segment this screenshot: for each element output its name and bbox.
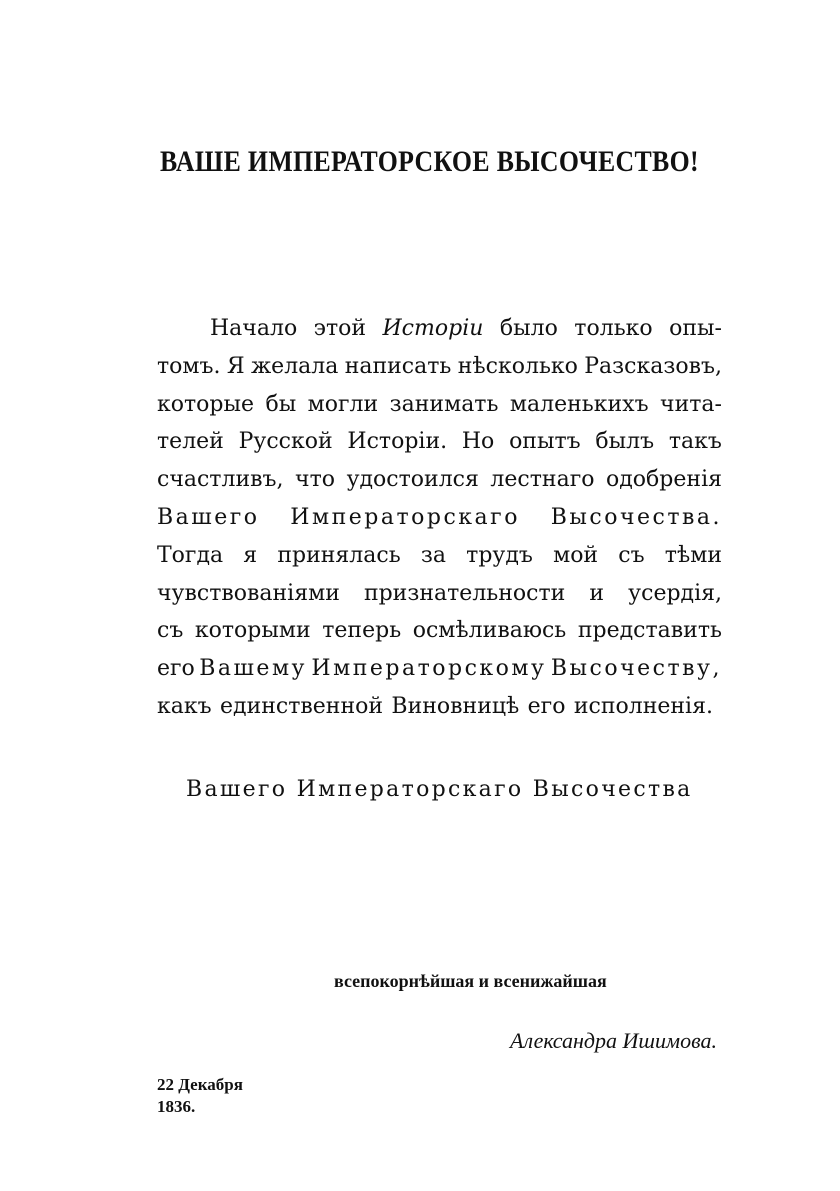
body-word: что — [295, 467, 336, 493]
dedication-heading: ВАШЕ ИМПЕРАТОРСКОЕ ВЫСОЧЕСТВО! — [160, 145, 699, 178]
body-word: Русской — [238, 429, 333, 455]
body-word: признательности — [363, 580, 566, 606]
body-word: усердія, — [628, 580, 722, 606]
body-word: бы — [265, 391, 297, 417]
body-word: Тогда — [157, 542, 224, 568]
body-word: Вашего — [157, 504, 260, 530]
body-word: принялась — [277, 542, 401, 568]
body-word: его — [527, 693, 566, 719]
complimentary-close: всепокорнѣйшая и всенижайшая — [334, 971, 607, 991]
date-year: 1836. — [157, 1097, 196, 1116]
body-word: такъ — [668, 429, 722, 455]
body-word: за — [420, 542, 446, 568]
body-word: нѣсколько — [457, 353, 578, 379]
body-line — [157, 499, 722, 537]
body-word: написать — [344, 353, 452, 379]
body-word: желала — [250, 353, 339, 379]
body-word: Разсказовъ, — [584, 353, 722, 379]
body-word: которые — [157, 391, 255, 417]
body-line — [157, 310, 722, 348]
body-line — [157, 348, 722, 386]
body-line — [157, 612, 722, 650]
dedication-body — [157, 310, 722, 726]
body-word: единственной — [220, 693, 384, 719]
body-word: только — [574, 316, 653, 341]
body-word: Исторіи. — [347, 429, 448, 455]
body-word: тѣми — [664, 542, 722, 568]
body-word: его — [157, 656, 195, 682]
body-word: одобренія — [606, 467, 722, 493]
body-word: маленькихъ — [509, 391, 649, 417]
body-word: опы- — [669, 316, 722, 341]
body-word: этой — [313, 316, 367, 341]
body-word: осмѣливаюсь — [412, 618, 567, 644]
body-word: исполненія. — [573, 693, 713, 719]
body-line — [157, 423, 722, 461]
body-word: опытъ — [509, 429, 581, 455]
body-word: которыми — [194, 618, 311, 644]
body-word: Исторіи — [382, 316, 484, 341]
body-word: было — [499, 316, 558, 341]
date-day-month: 22 Декабря — [157, 1075, 243, 1094]
body-word: чувствованіями — [157, 580, 340, 606]
body-word: Императорскому — [311, 656, 547, 682]
body-line — [157, 461, 722, 499]
body-word: какъ — [157, 693, 212, 719]
body-word: счастливъ, — [157, 467, 284, 493]
body-word: удостоился — [346, 467, 479, 493]
body-word: Вашему — [199, 656, 307, 682]
dedication-date — [157, 1074, 317, 1118]
body-word: представить — [577, 618, 722, 644]
body-word: Но — [461, 429, 495, 455]
body-word: былъ — [595, 429, 655, 455]
body-word: занимать — [389, 391, 499, 417]
body-word: томъ. — [157, 353, 221, 379]
body-line — [157, 575, 722, 613]
body-word: Высочеству, — [550, 656, 722, 682]
body-word: Я — [226, 353, 245, 379]
body-word: телей — [157, 429, 224, 455]
body-word: съ — [157, 618, 184, 644]
body-word: лестнаго — [490, 467, 595, 493]
author-signature: Александра Ишимова. — [510, 1028, 717, 1053]
body-word: Начало — [210, 316, 298, 341]
body-line — [157, 537, 722, 575]
body-word: Императорскаго — [290, 504, 520, 530]
body-line — [157, 688, 713, 726]
body-word: я — [243, 542, 258, 568]
body-word: съ — [618, 542, 645, 568]
body-line — [157, 386, 722, 424]
body-word: Высочества. — [550, 504, 722, 530]
body-word: трудъ — [466, 542, 533, 568]
closing-address: Вашего Императорскаго Высочества — [186, 777, 693, 802]
body-word: мой — [553, 542, 599, 568]
body-word: чита- — [660, 391, 722, 417]
body-word: Виновницѣ — [391, 693, 520, 719]
body-word: могли — [307, 391, 379, 417]
body-word: теперь — [322, 618, 402, 644]
body-line — [157, 650, 722, 688]
body-word: и — [589, 580, 605, 606]
